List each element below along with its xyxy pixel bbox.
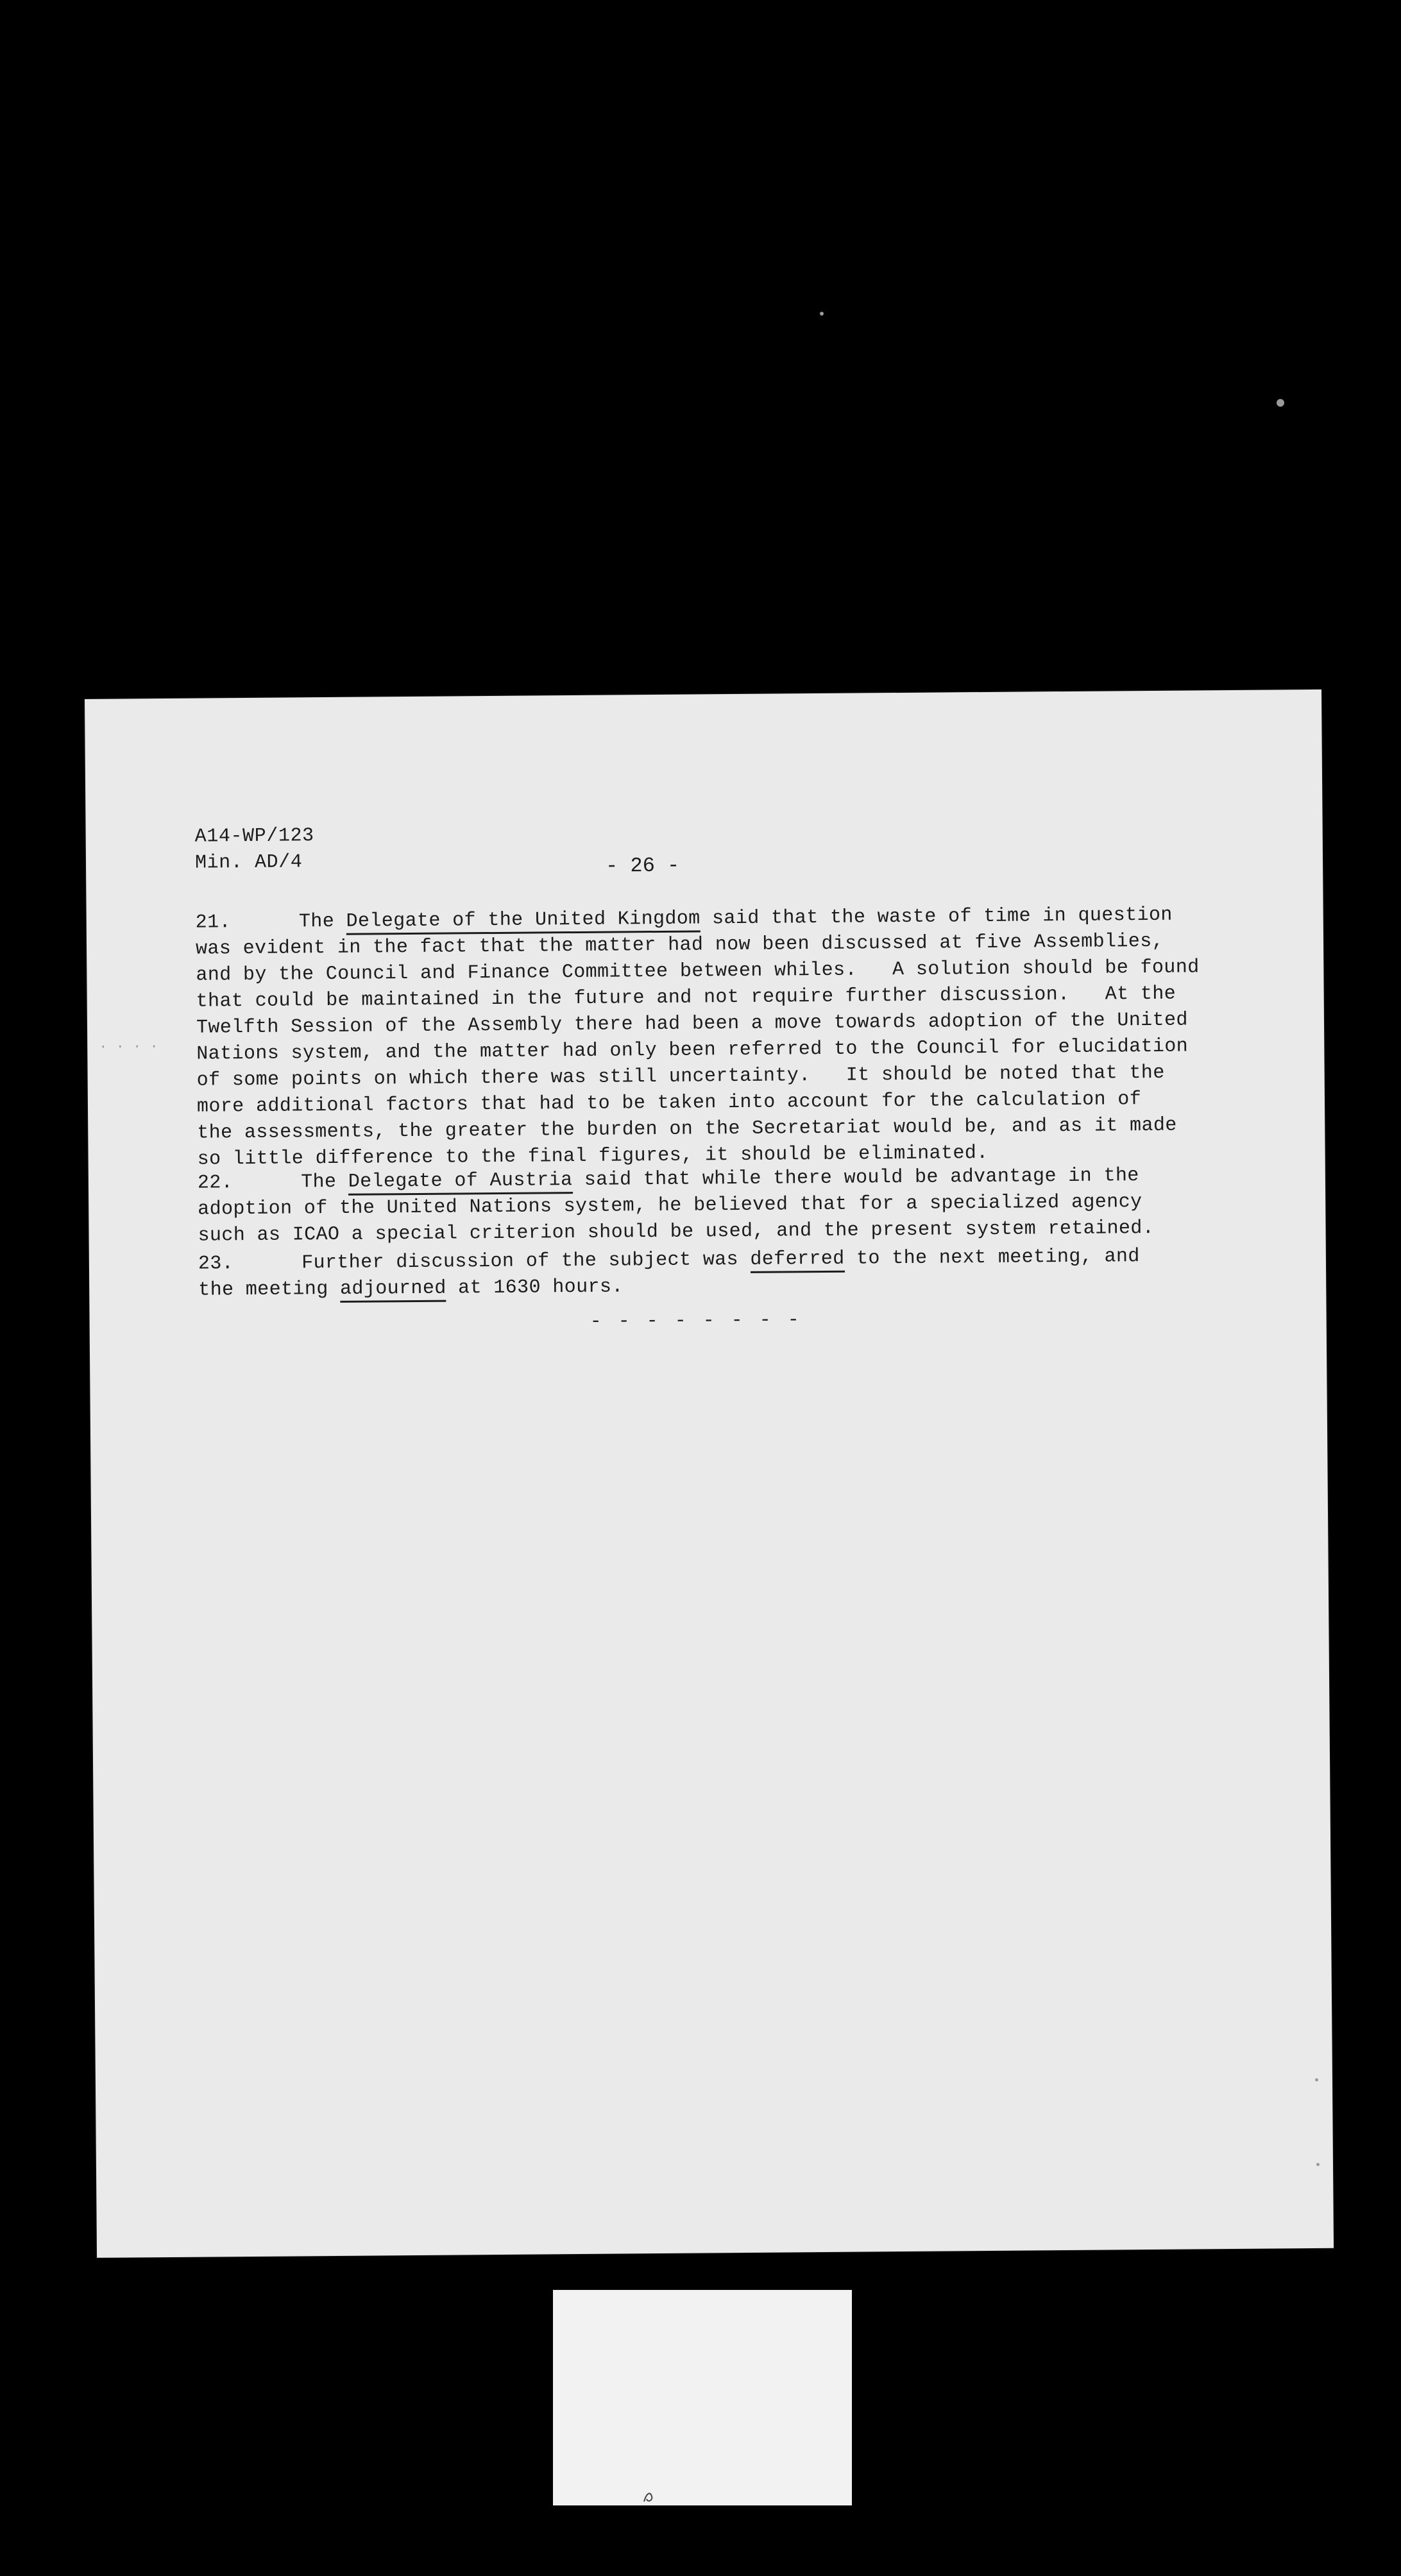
document-page xyxy=(85,690,1334,2258)
reference-line-2: Min. AD/4 xyxy=(194,851,303,874)
paragraph-line: was evident in the fact that the matter had now been discussed at five Assemblies, xyxy=(195,930,1164,960)
document-reference xyxy=(195,823,315,876)
paragraph-line: of some points on which there was still uncertainty. It should be noted that the xyxy=(196,1062,1165,1092)
paragraph-line: more additional factors that had to be taken into account for the calculation of xyxy=(196,1089,1142,1118)
speaker-name: Delegate of the United Kingdom xyxy=(346,908,700,935)
paragraph-lead: The xyxy=(301,1171,348,1194)
paragraph-number: 22. xyxy=(197,1172,234,1194)
paragraph-line: Nations system, and the matter had only been referred to the Council for elucidation xyxy=(196,1035,1189,1065)
paragraph-lead: Further discussion of the subject was xyxy=(301,1248,751,1275)
paragraph-line: Twelfth Session of the Assembly there had been a move towards adoption of the United xyxy=(196,1009,1188,1039)
paragraph-line: the assessments, the greater the burden on the Secretariat would be, and as it made xyxy=(197,1114,1177,1144)
paragraph-22 xyxy=(198,1162,1199,1249)
paragraph-line: such as ICAO a special criterion should be used, and the present system retained. xyxy=(198,1217,1155,1247)
paragraph-line: so little difference to the final figures, it should be eliminated. xyxy=(197,1142,989,1171)
margin-mark: · · · · xyxy=(99,1038,158,1055)
paragraph-line: that could be maintained in the future and not require further discussion. At the xyxy=(196,983,1176,1013)
paragraph-line: and by the Council and Finance Committee between whiles. A solution should be found xyxy=(196,956,1200,987)
card-scribble-mark xyxy=(641,2489,658,2505)
paragraph-number: 21. xyxy=(195,911,232,934)
page-number: - 26 - xyxy=(605,853,680,878)
film-speck xyxy=(1277,399,1284,407)
paragraph-line-rest: said that while there would be advantage in the xyxy=(572,1165,1139,1192)
paragraph-line-rest: said that the waste of time in question xyxy=(700,904,1173,930)
keyword-deferred: deferred xyxy=(750,1248,845,1273)
paragraph-line-rest: to the next meeting, and xyxy=(844,1246,1140,1270)
film-speck xyxy=(1315,2078,1318,2081)
paragraph-line: adoption of the United Nations system, he believed that for a specialized agency xyxy=(198,1191,1142,1221)
paragraph-23 xyxy=(198,1243,1200,1303)
paragraph-21 xyxy=(196,902,1198,1173)
end-separator: - - - - - - - - xyxy=(590,1309,802,1333)
reference-line-1: A14-WP/123 xyxy=(194,825,314,848)
target-card xyxy=(553,2290,852,2505)
speaker-name: Delegate of Austria xyxy=(348,1169,573,1196)
paragraph-line-rest: at 1630 hours. xyxy=(446,1276,624,1300)
film-speck xyxy=(1316,2163,1320,2166)
film-speck xyxy=(820,312,824,316)
paragraph-lead: The xyxy=(298,910,346,933)
paragraph-lead: the meeting xyxy=(198,1278,341,1301)
keyword-adjourned: adjourned xyxy=(340,1278,446,1303)
paragraph-number: 23. xyxy=(198,1253,234,1275)
